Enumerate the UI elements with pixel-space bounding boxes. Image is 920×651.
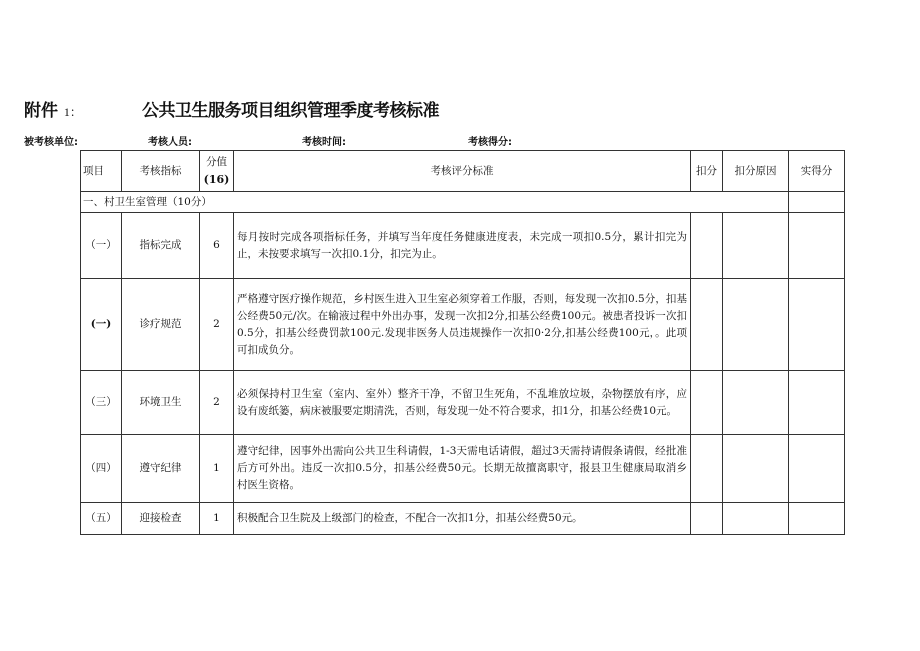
assessment-time-label: 考核时间:: [302, 137, 346, 148]
assessment-table: [80, 150, 845, 535]
section-row: [81, 192, 845, 213]
row-indicator: 迎接检查: [122, 503, 200, 535]
row-indicator: 遵守纪律: [122, 435, 200, 503]
row-reason-cell: [723, 371, 789, 435]
row-score: 6: [200, 213, 234, 279]
row-deduct-cell: [691, 435, 723, 503]
row-criteria: 遵守纪律，因事外出需向公共卫生科请假，1-3天需电话请假，超过3天需持请假条请假，经批准后方可外出。违反一次扣0.5分，扣基公经费50元。长期无故擅离职守，报县卫生健康局取消乡村医生资格。: [234, 435, 691, 503]
meta-row: [24, 133, 844, 149]
table-row: [81, 279, 845, 371]
row-actual-cell: [789, 371, 845, 435]
row-criteria: 每月按时完成各项指标任务，并填写当年度任务健康进度表，未完成一项扣0.5分，累计扣完为止，未按要求填写一次扣0.1分，扣完为止。: [234, 213, 691, 279]
assessor-label: 考核人员:: [148, 137, 192, 148]
score-label: 分值: [206, 156, 227, 168]
row-score: 2: [200, 371, 234, 435]
document-title: 公共卫生服务项目组织管理季度考核标准: [142, 101, 439, 121]
row-actual-cell: [789, 213, 845, 279]
col-criteria-header: 考核评分标准: [234, 151, 691, 192]
table-header-row: [81, 151, 845, 192]
row-indicator: 指标完成: [122, 213, 200, 279]
row-reason-cell: [723, 503, 789, 535]
row-indicator: 环境卫生: [122, 371, 200, 435]
row-actual-cell: [789, 435, 845, 503]
row-deduct-cell: [691, 213, 723, 279]
row-score: 2: [200, 279, 234, 371]
row-item: （五）: [81, 503, 122, 535]
section-title: 一、村卫生室管理（10分）: [81, 192, 789, 213]
row-item: (一): [81, 279, 122, 371]
col-reason-header: 扣分原因: [723, 151, 789, 192]
col-indicator-header: 考核指标: [122, 151, 200, 192]
section-empty-cell: [789, 192, 845, 213]
row-criteria: 积极配合卫生院及上级部门的检查，不配合一次扣1分，扣基公经费50元。: [234, 503, 691, 535]
row-deduct-cell: [691, 371, 723, 435]
row-criteria: 必须保持村卫生室（室内、室外）整齐干净，不留卫生死角，不乱堆放垃圾，杂物摆放有序，应设有废纸篓，病床被服要定期清洗，否则，每发现一处不符合要求，扣1分，扣基公经费10元。: [234, 371, 691, 435]
row-reason-cell: [723, 279, 789, 371]
assessment-score-label: 考核得分:: [468, 137, 512, 148]
row-reason-cell: [723, 435, 789, 503]
attachment-number: 1：: [63, 105, 82, 119]
row-criteria: 严格遵守医疗操作规范，乡村医生进入卫生室必须穿着工作服，否则，每发现一次扣0.5分，扣基公经费50元/次。在输液过程中外出办事，发现一次扣2分,扣基公经费100元。被患者投诉一次扣0.5分，扣基公经费罚款100元.发现非医务人员违规操作一次扣0·2分,扣基公经费100元，。此项可扣成负分。: [234, 279, 691, 371]
table-row: [81, 213, 845, 279]
row-item: （一）: [81, 213, 122, 279]
table-row: [81, 435, 845, 503]
attachment-label: 附件 1：: [24, 101, 82, 121]
row-actual-cell: [789, 503, 845, 535]
row-deduct-cell: [691, 279, 723, 371]
assessed-unit-label: 被考核单位:: [24, 137, 78, 148]
row-item: （四）: [81, 435, 122, 503]
col-deduct-header: 扣分: [691, 151, 723, 192]
score-total: (16): [203, 173, 230, 186]
row-deduct-cell: [691, 503, 723, 535]
col-score-header: [200, 151, 234, 192]
row-score: 1: [200, 435, 234, 503]
col-item-header: 项目: [81, 151, 122, 192]
table-row: [81, 371, 845, 435]
row-actual-cell: [789, 279, 845, 371]
row-score: 1: [200, 503, 234, 535]
table-row: [81, 503, 845, 535]
row-item: （三）: [81, 371, 122, 435]
row-reason-cell: [723, 213, 789, 279]
row-indicator: 诊疗规范: [122, 279, 200, 371]
col-actual-header: 实得分: [789, 151, 845, 192]
title-row: [24, 96, 884, 122]
